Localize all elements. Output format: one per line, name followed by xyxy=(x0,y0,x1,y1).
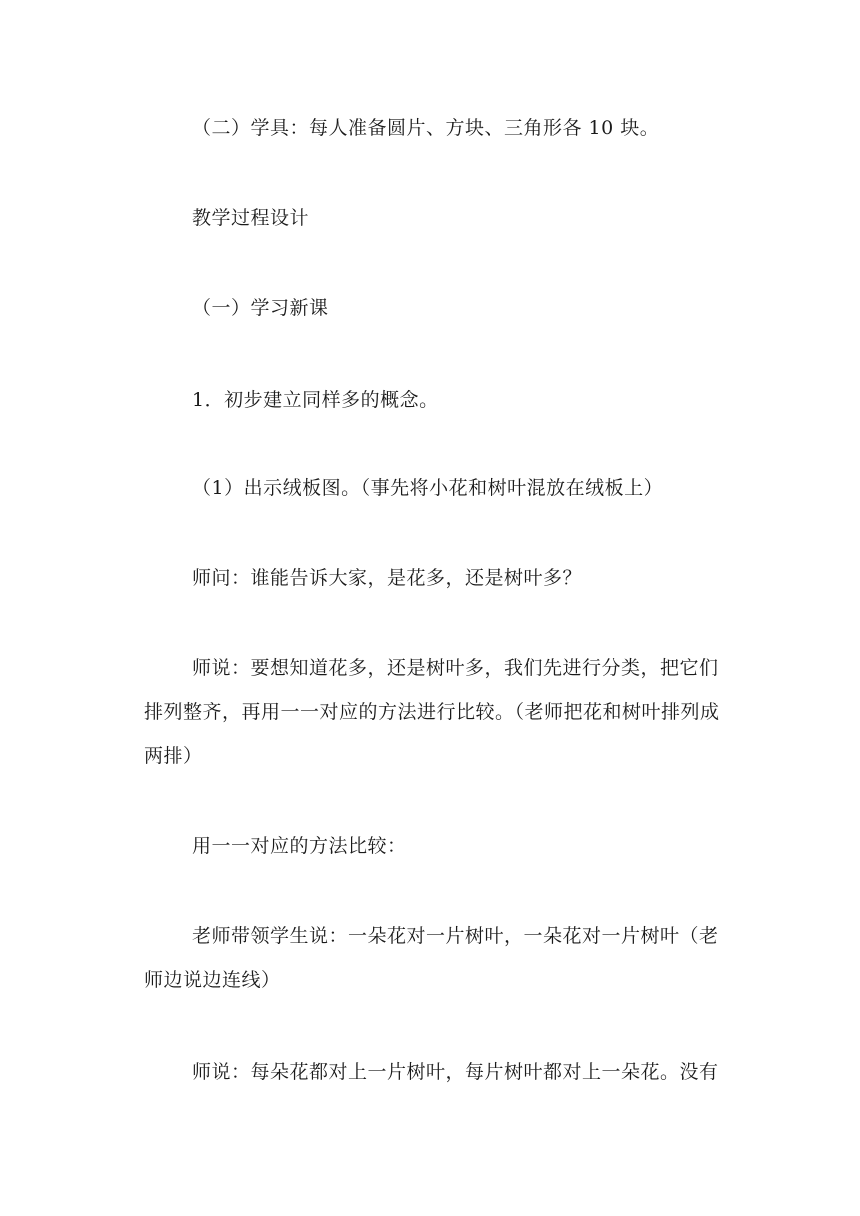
paragraph-concept-step: 1．初步建立同样多的概念。 xyxy=(192,389,439,411)
paragraph-teacher-summary: 师说：每朵花都对上一片树叶，每片树叶都对上一朵花。没有 xyxy=(192,1061,719,1083)
paragraph-learning-tools: （二）学具：每人准备圆片、方块、三角形各 10 块。 xyxy=(192,117,660,139)
paragraph-process-heading: 教学过程设计 xyxy=(192,207,310,229)
paragraph-compare-method: 用一一对应的方法比较： xyxy=(192,835,407,857)
paragraph-teacher-leads: 老师带领学生说：一朵花对一片树叶，一朵花对一片树叶（老师边说边连线） xyxy=(144,925,719,991)
paragraph-new-lesson-heading: （一）学习新课 xyxy=(192,297,329,319)
paragraph-teacher-explains: 师说：要想知道花多，还是树叶多，我们先进行分类，把它们排列整齐，再用一一对应的方法进行比较。（老师把花和树叶排列成两排） xyxy=(144,657,720,767)
paragraph-teacher-question: 师问：谁能告诉大家，是花多，还是树叶多？ xyxy=(192,567,583,589)
paragraph-show-board: （1）出示绒板图。（事先将小花和树叶混放在绒板上） xyxy=(192,477,664,499)
